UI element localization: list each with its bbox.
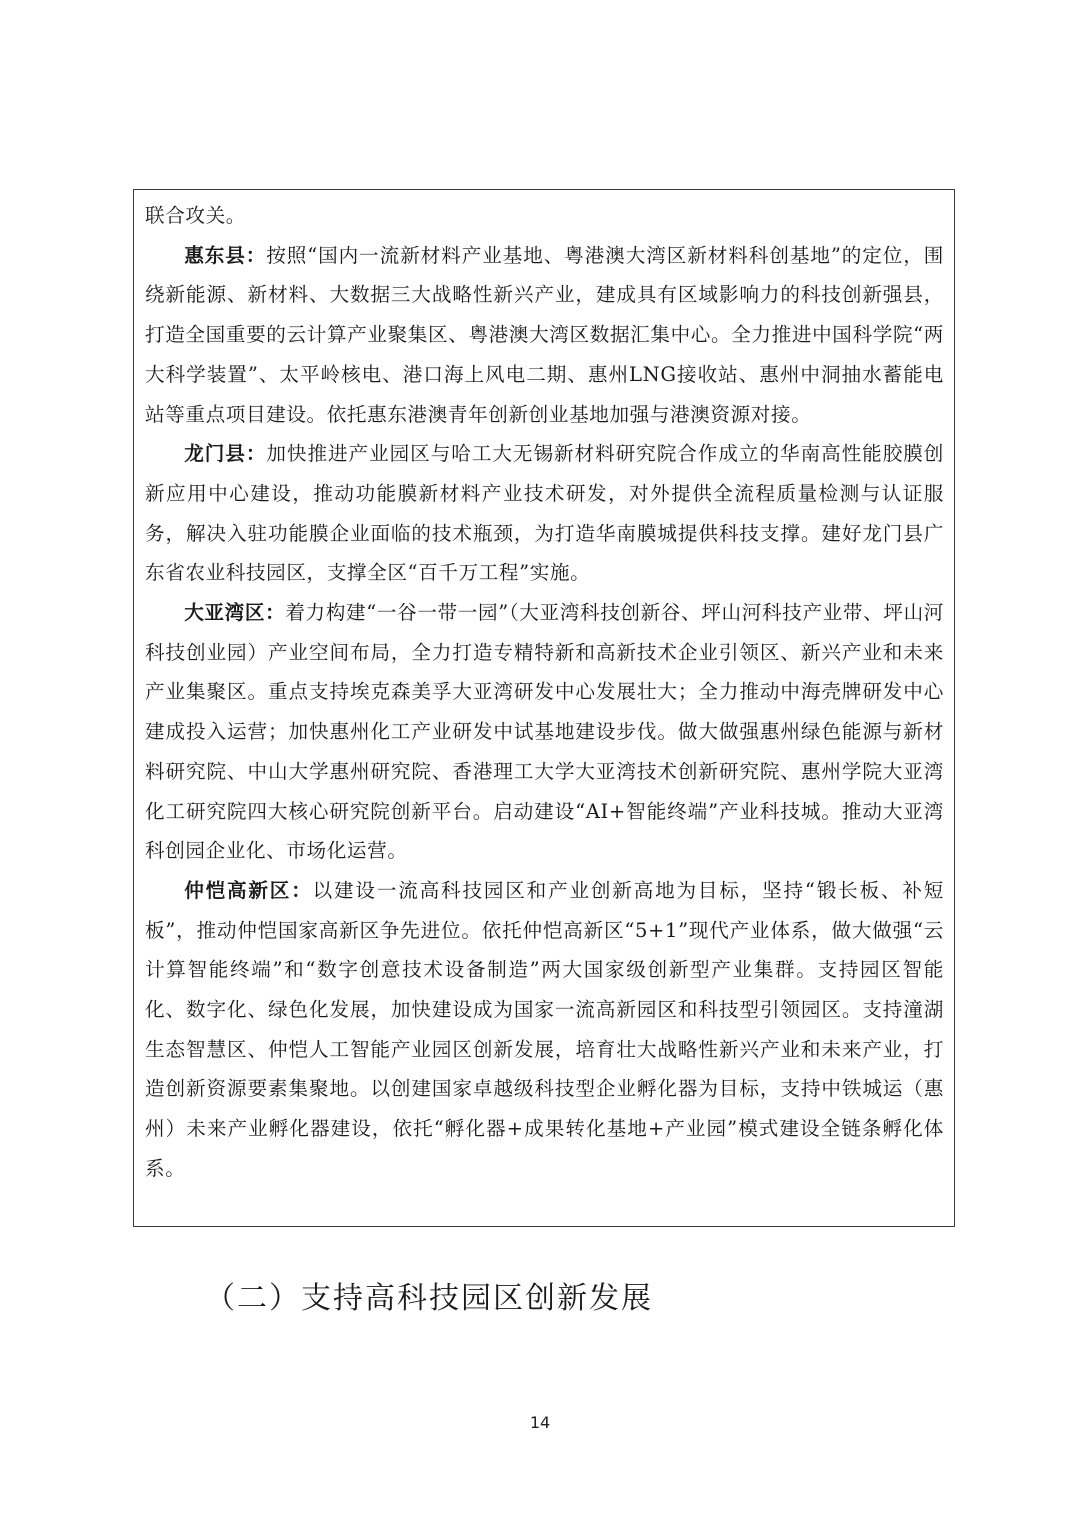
section-zhongkai-name: 仲恺高新区： <box>184 878 313 902</box>
section-dayawan <box>145 593 944 871</box>
section-huidong-name: 惠东县： <box>184 243 267 267</box>
section-huidong-text: 按照“国内一流新材料产业基地、粤港澳大湾区新材料科创基地”的定位，围绕新能源、新材料、大数据三大战略性新兴产业，建成具有区域影响力的科技创新强县，打造全国重要的云计算产业聚集区、粤港澳大湾区数据汇集中心。全力推进中国科学院“两大科学装置”、太平岭核电、港口海上风电二期、惠州LNG接收站、惠州中洞抽水蓄能电站等重点项目建设。依托惠东港澳青年创新创业基地加强与港澳资源对接。 <box>145 243 944 426</box>
section-longmen-name: 龙门县： <box>184 442 267 466</box>
section-dayawan-text: 着力构建“一谷一带一园”（大亚湾科技创新谷、坪山河科技产业带、坪山河科技创业园）产业空间布局，全力打造专精特新和高新技术企业引领区、新兴产业和未来产业集聚区。重点支持埃克森美孚大亚湾研发中心发展壮大；全力推动中海壳牌研发中心建成投入运营；加快惠州化工产业研发中试基地建设步伐。做大做强惠州绿色能源与新材料研究院、中山大学惠州研究院、香港理工大学大亚湾技术创新研究院、惠州学院大亚湾化工研究院四大核心研究院创新平台。启动建设“AI+智能终端”产业科技城。推动大亚湾科创园企业化、市场化运营。 <box>145 601 945 863</box>
page-number: 14 <box>529 1413 551 1432</box>
section-huidong <box>145 236 944 435</box>
section-zhongkai <box>145 871 944 1189</box>
section-heading: （二）支持高科技园区创新发展 <box>205 1281 653 1316</box>
section-longmen-text: 加快推进产业园区与哈工大无锡新材料研究院合作成立的华南高性能胶膜创新应用中心建设，推动功能膜新材料产业技术研发，对外提供全流程质量检测与认证服务，解决入驻功能膜企业面临的技术瓶颈，为打造华南膜城提供科技支撑。建好龙门县广东省农业科技园区，支撑全区“百千万工程”实施。 <box>145 442 944 585</box>
section-longmen <box>145 434 944 593</box>
section-zhongkai-text: 以建设一流高科技园区和产业创新高地为目标，坚持“锻长板、补短板”，推动仲恺国家高新区争先进位。依托仲恺高新区“5+1”现代产业体系，做大做强“云计算智能终端”和“数字创意技术设备制造”两大国家级创新型产业集群。支持园区智能化、数字化、绿色化发展，加快建设成为国家一流高新园区和科技型引领园区。支持潼湖生态智慧区、仲恺人工智能产业园区创新发展，培育壮大战略性新兴产业和未来产业，打造创新资源要素集聚地。以创建国家卓越级科技型企业孵化器为目标，支持中铁城运（惠州）未来产业孵化器建设，依托“孵化器+成果转化基地+产业园”模式建设全链条孵化体系。 <box>145 878 944 1180</box>
intro-paragraph: 联合攻关。 <box>145 204 246 227</box>
content-box <box>133 189 955 1227</box>
section-dayawan-name: 大亚湾区： <box>184 601 286 625</box>
